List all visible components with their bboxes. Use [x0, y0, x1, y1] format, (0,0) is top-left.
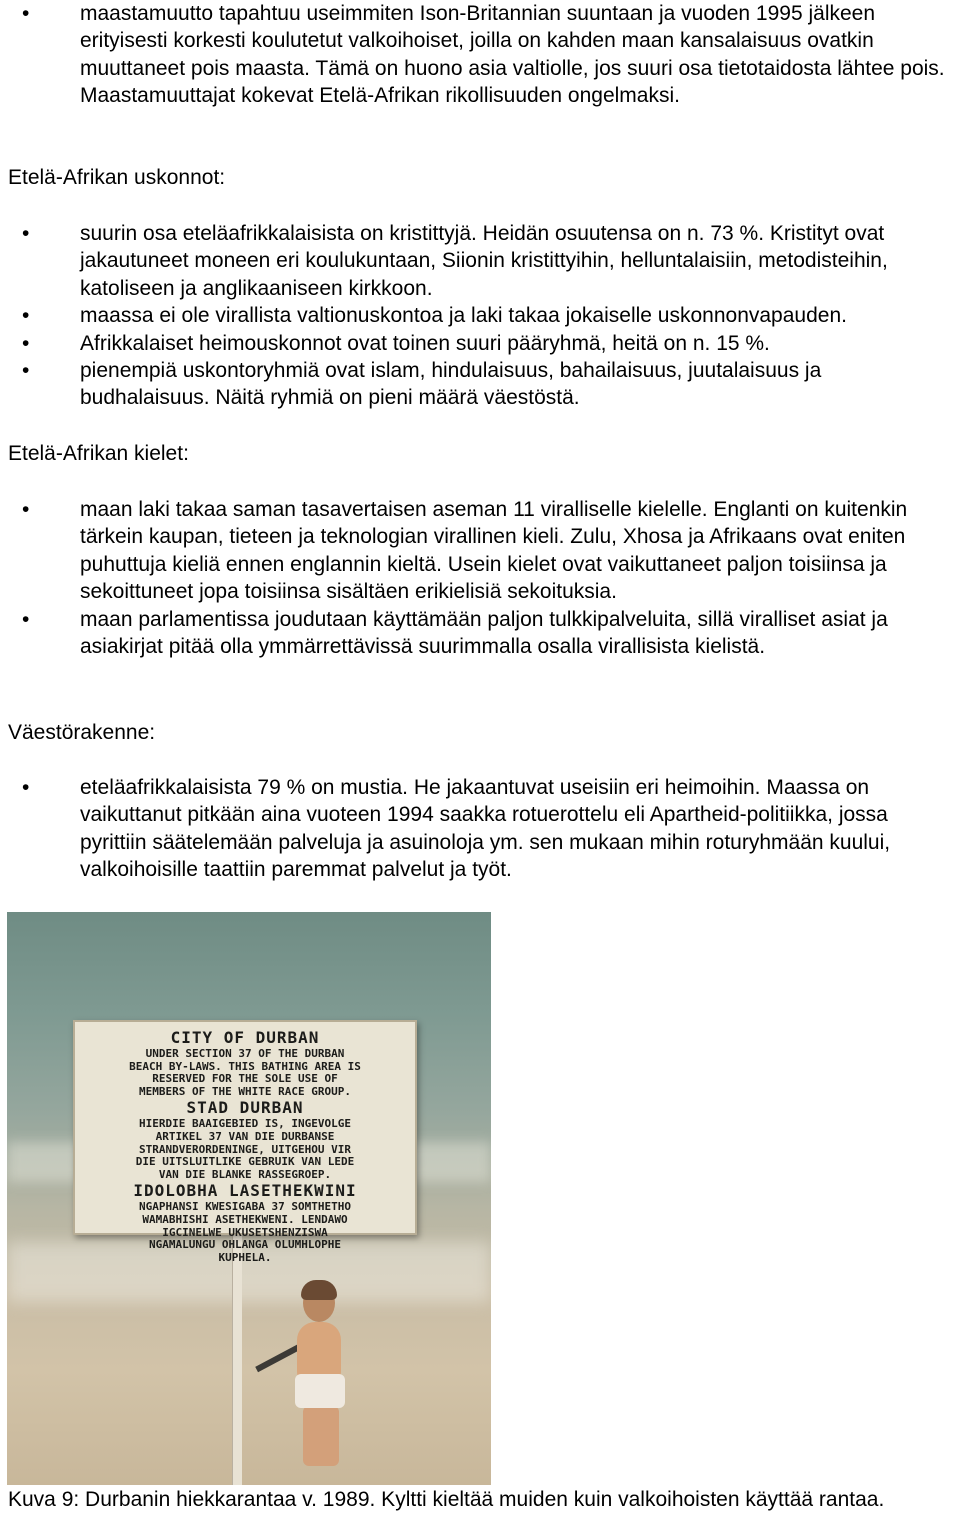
list-item: • pienempiä uskontoryhmiä ovat islam, hindulaisuus, bahailaisuus, juutalaisuus ja budhalaisuus. Näitä ryhmiä on pieni määrä väestöstä.	[0, 357, 956, 412]
list-item: • suurin osa eteläafrikkalaisista on kristittyjä. Heidän osuutensa on n. 73 %. Kristityt ovat jakautuneet moneen eri koulukuntaan, Siionin kristittyihin, helluntalaisiin, metodisteihin, katoliseen ja anglikaaniseen kirkkoon.	[0, 220, 956, 302]
sign-line: IDOLOBHA LASETHEKWINI	[133, 1181, 357, 1201]
sign-line: MEMBERS OF THE WHITE RACE GROUP.	[139, 1084, 351, 1098]
sign-line: BEACH BY-LAWS. THIS BATHING AREA IS	[129, 1059, 361, 1073]
figure-caption: Kuva 9: Durbanin hiekkarantaa v. 1989. Kyltti kieltää muiden kuin valkoihoisten käyttää rantaa.	[8, 1488, 885, 1511]
list-item: • maastamuutto tapahtuu useimmiten Ison-Britannian suuntaan ja vuoden 1995 jälkeen erityisesti korkesti koulutetut valkoihoiset, joilla on kahden maan kansalaisuus ovatkin muuttaneet pois maasta. Tämä on huono asia valtiolle, jos suuri osa tietotaidosta lähtee pois. Maastamuuttajat kokevat Etelä-Afrikan rikollisuuden ongelmaksi.	[0, 0, 956, 110]
list-item: • maassa ei ole virallista valtionuskontoa ja laki takaa jokaiselle uskonnonvapauden.	[0, 302, 956, 329]
durban-beach-photo	[7, 912, 491, 1485]
sign-line: NGAMALUNGU OHLANGA OLUMHLOPHE	[148, 1238, 342, 1252]
sign-post	[232, 1235, 242, 1485]
beach-sign	[73, 1020, 417, 1264]
intro-list	[0, 0, 956, 110]
sign-line: STRANDVERORDENINGE, UITGEHOU VIR	[139, 1142, 351, 1156]
sign-line: STAD DURBAN	[186, 1098, 304, 1118]
section-heading-religions: Etelä-Afrikan uskonnot:	[8, 166, 226, 189]
sign-line: HIERDIE BAAIGEBIED IS, INGEVOLGE	[139, 1117, 351, 1131]
child-hair	[301, 1280, 337, 1300]
sign-line: NGAPHANSI KWESIGABA 37 SOMTHETHO	[139, 1200, 351, 1214]
sign-line: WAMABHISHI ASETHEKWENI. LENDAWO	[142, 1212, 348, 1226]
sign-line: KUPHELA.	[218, 1250, 272, 1264]
sign-line: UNDER SECTION 37 OF THE DURBAN	[145, 1047, 345, 1060]
population-list	[0, 774, 956, 884]
sign-line: DIE UITSLUITLIKE GEBRUIK VAN LEDE	[135, 1155, 355, 1169]
list-item: • eteläafrikkalaisista 79 % on mustia. He jakaantuvat useisiin eri heimoihin. Maassa on vaikuttanut pitkään aina vuoteen 1994 saakka rotuerottelu eli Apartheid-politiikka, jossa pyrittiin säätelemään palveluja ja asuinoloja ym. sen mukaan mihin roturyhmään kuului, valkoihoisille taattiin paremmat palvelut ja työt.	[0, 774, 956, 884]
languages-list	[0, 496, 956, 660]
sign-line: RESERVED FOR THE SOLE USE OF	[152, 1072, 338, 1086]
list-item: • Afrikkalaiset heimouskonnot ovat toinen suuri pääryhmä, heitä on n. 15 %.	[0, 330, 956, 357]
child-legs	[303, 1406, 339, 1466]
religions-list	[0, 220, 956, 412]
child-shorts	[295, 1374, 345, 1408]
sign-line: ARTIKEL 37 VAN DIE DURBANSE	[155, 1129, 335, 1143]
child-body	[297, 1322, 341, 1382]
sign-line: IGCINELWE UKUSETSHENZISWA	[162, 1225, 328, 1239]
sign-line: VAN DIE BLANKE RASSEGROEP.	[158, 1167, 332, 1181]
list-item: • maan parlamentissa joudutaan käyttämään paljon tulkkipalveluita, sillä viralliset asiat ja asiakirjat pitää olla ymmärrettävissä suurimmalla osalla virallisista kielistä.	[0, 606, 956, 661]
sign-line: CITY OF DURBAN	[170, 1028, 320, 1047]
section-heading-languages: Etelä-Afrikan kielet:	[8, 442, 189, 465]
section-heading-population: Väestörakenne:	[8, 721, 156, 744]
list-item: • maan laki takaa saman tasavertaisen aseman 11 viralliselle kielelle. Englanti on kuitenkin tärkein kaupan, tieteen ja teknologian virallinen kieli. Zulu, Xhosa ja Afrikaans ovat eniten puhuttuja kieliä ennen englannin kieltä. Usein kielet ovat vaikuttaneet paljon toisiinsa ja sekoittuneet jopa toisiinsa sisältäen erikielisiä sekoituksia.	[0, 496, 956, 606]
